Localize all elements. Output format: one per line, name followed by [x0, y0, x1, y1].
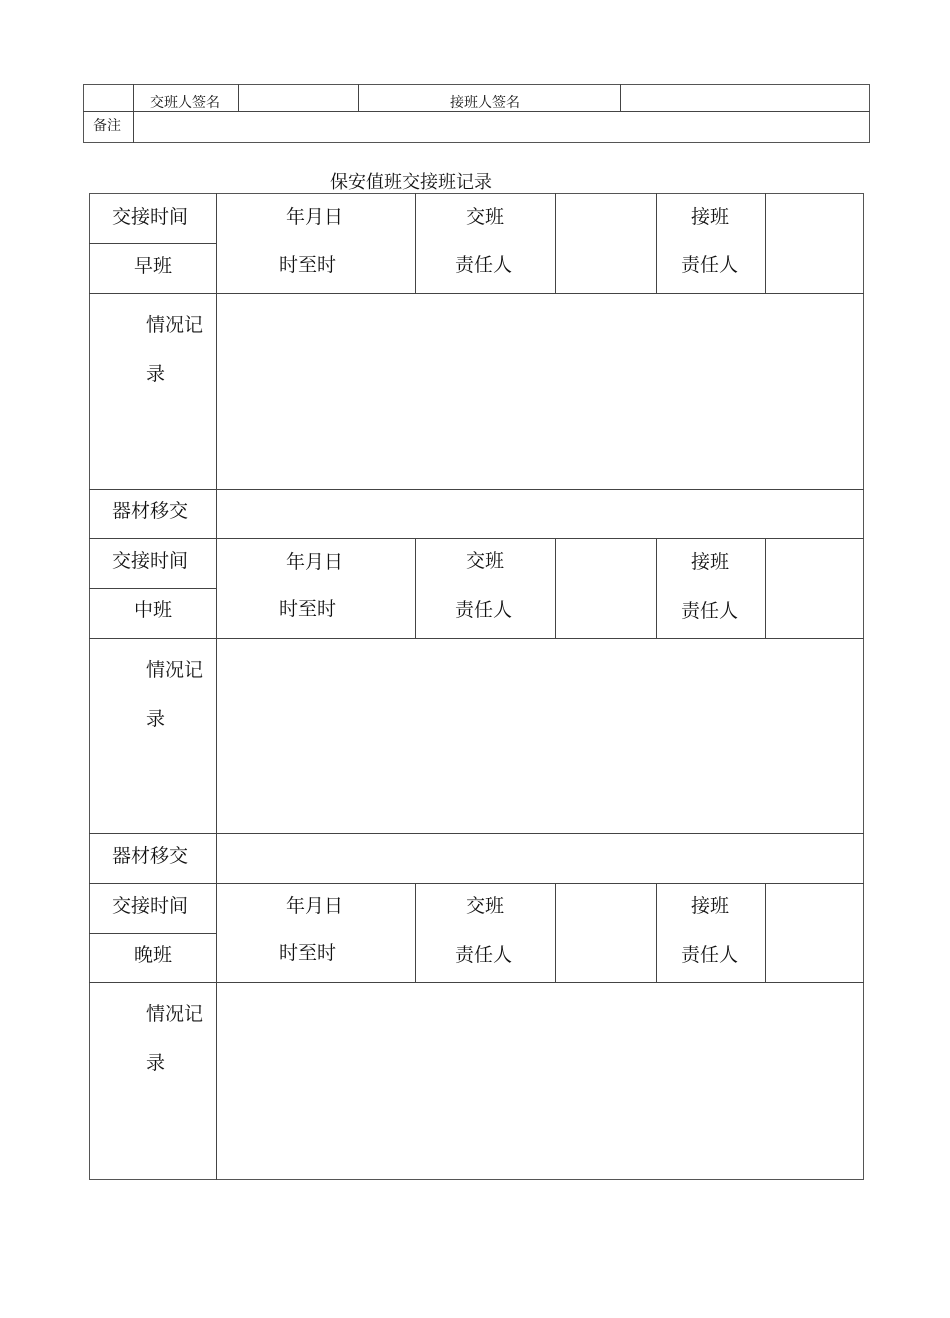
handover-person-field[interactable] [556, 539, 656, 638]
handover-person-label: 责任人 [455, 254, 513, 276]
receive-person-label: 责任人 [681, 254, 739, 276]
situation-label: 情况记 [146, 314, 204, 336]
top-table-col-divider [358, 84, 359, 112]
time-range-label: 时至时 [279, 254, 337, 276]
handover-label: 交班 [466, 550, 505, 572]
header-col-divider [656, 538, 657, 638]
header-subdivider [89, 933, 217, 934]
shift-time-label: 交接时间 [112, 550, 189, 572]
remarks-label: 备注 [93, 118, 121, 134]
handover-person-field[interactable] [556, 884, 656, 982]
shift-name: 晚班 [134, 944, 173, 966]
receive-person-field[interactable] [766, 539, 863, 638]
situation-label-cont: 录 [146, 1052, 166, 1074]
receive-label: 接班 [691, 551, 730, 573]
remarks-field[interactable] [134, 112, 869, 142]
shift-time-label: 交接时间 [112, 895, 189, 917]
shift-name: 中班 [134, 599, 173, 621]
row-divider [89, 538, 864, 539]
handover-signature-field[interactable] [239, 85, 358, 111]
time-range-label: 时至时 [279, 598, 337, 620]
receiver-signature-field[interactable] [621, 85, 869, 111]
handover-label: 交班 [466, 206, 505, 228]
situation-record-field[interactable] [217, 294, 863, 489]
receive-label: 接班 [691, 206, 730, 228]
situation-label: 情况记 [146, 1003, 204, 1025]
situation-label-cont: 录 [146, 363, 166, 385]
date-label: 年月日 [286, 551, 344, 573]
receive-label: 接班 [691, 895, 730, 917]
equipment-handover-field[interactable] [217, 490, 863, 538]
header-col-divider [656, 193, 657, 293]
situation-label-cont: 录 [146, 708, 166, 730]
situation-record-field[interactable] [217, 983, 863, 1179]
header-col-divider [415, 193, 416, 293]
page-title: 保安值班交接班记录 [330, 172, 492, 193]
equipment-label: 器材移交 [112, 500, 189, 522]
situation-record-field[interactable] [217, 639, 863, 833]
receive-person-label: 责任人 [681, 600, 739, 622]
header-subdivider [89, 243, 217, 244]
header-col-divider [415, 538, 416, 638]
header-col-divider [656, 883, 657, 983]
situation-label: 情况记 [146, 659, 204, 681]
receive-person-field[interactable] [766, 884, 863, 982]
receive-person-field[interactable] [766, 194, 863, 293]
time-range-label: 时至时 [279, 942, 337, 964]
handover-person-label: 责任人 [455, 599, 513, 621]
receive-person-label: 责任人 [681, 944, 739, 966]
equipment-label: 器材移交 [112, 845, 189, 867]
shift-time-label: 交接时间 [112, 206, 189, 228]
header-subdivider [89, 588, 217, 589]
date-label: 年月日 [286, 895, 344, 917]
handover-person-field[interactable] [556, 194, 656, 293]
handover-label: 交班 [466, 895, 505, 917]
handover-signature-label: 交班人签名 [150, 95, 220, 111]
row-divider [89, 883, 864, 884]
equipment-handover-field[interactable] [217, 834, 863, 883]
header-col-divider [415, 883, 416, 983]
shift-name: 早班 [134, 255, 173, 277]
receiver-signature-label: 接班人签名 [450, 95, 520, 111]
handover-person-label: 责任人 [455, 944, 513, 966]
date-label: 年月日 [286, 206, 344, 228]
